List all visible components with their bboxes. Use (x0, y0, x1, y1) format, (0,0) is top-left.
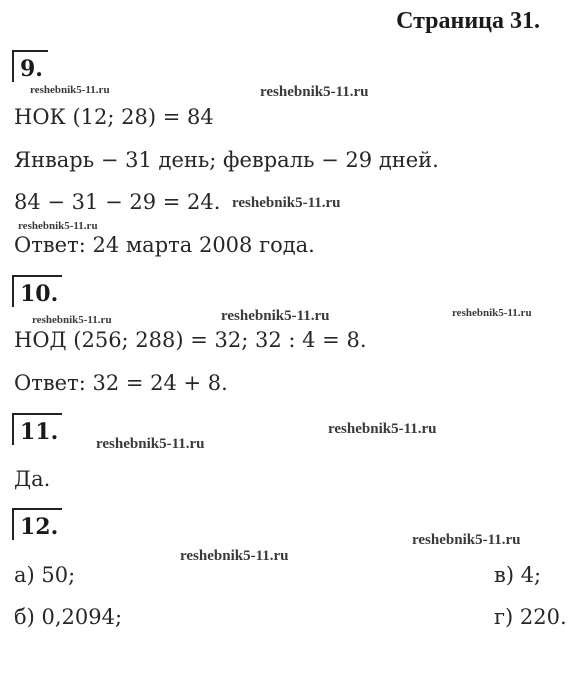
problem-12-answer-a: а) 50; (14, 563, 76, 587)
problem-12-answer-b: б) 0,2094; (14, 605, 123, 629)
problem-12-answer-g: г) 220. (494, 605, 567, 629)
problem-11-answer: Да. (14, 467, 51, 491)
problem-number-9: 9. (12, 50, 48, 82)
watermark: reshebnik5-11.ru (32, 314, 112, 326)
problem-9-line-1: НОК (12; 28) = 84 (14, 105, 214, 129)
watermark: reshebnik5-11.ru (180, 548, 289, 564)
watermark: reshebnik5-11.ru (412, 532, 521, 548)
problem-10-answer: Ответ: 32 = 24 + 8. (14, 371, 228, 395)
watermark: reshebnik5-11.ru (18, 220, 98, 232)
problem-9-answer: Ответ: 24 марта 2008 года. (14, 233, 315, 257)
watermark: reshebnik5-11.ru (260, 84, 369, 100)
watermark: reshebnik5-11.ru (328, 421, 437, 437)
watermark: reshebnik5-11.ru (452, 307, 532, 319)
watermark: reshebnik5-11.ru (30, 84, 110, 96)
page-title: Страница 31. (396, 8, 540, 34)
problem-number-12: 12. (12, 508, 62, 540)
problem-number-10: 10. (12, 275, 62, 307)
watermark: reshebnik5-11.ru (232, 195, 341, 211)
problem-12-answer-v: в) 4; (494, 563, 542, 587)
watermark: reshebnik5-11.ru (221, 308, 330, 324)
problem-9-line-2: Январь − 31 день; февраль − 29 дней. (14, 148, 439, 172)
problem-10-line-1: НОД (256; 288) = 32; 32 : 4 = 8. (14, 328, 367, 352)
problem-number-11: 11. (12, 413, 62, 445)
problem-9-line-3: 84 − 31 − 29 = 24. (14, 190, 221, 214)
watermark: reshebnik5-11.ru (96, 436, 205, 452)
